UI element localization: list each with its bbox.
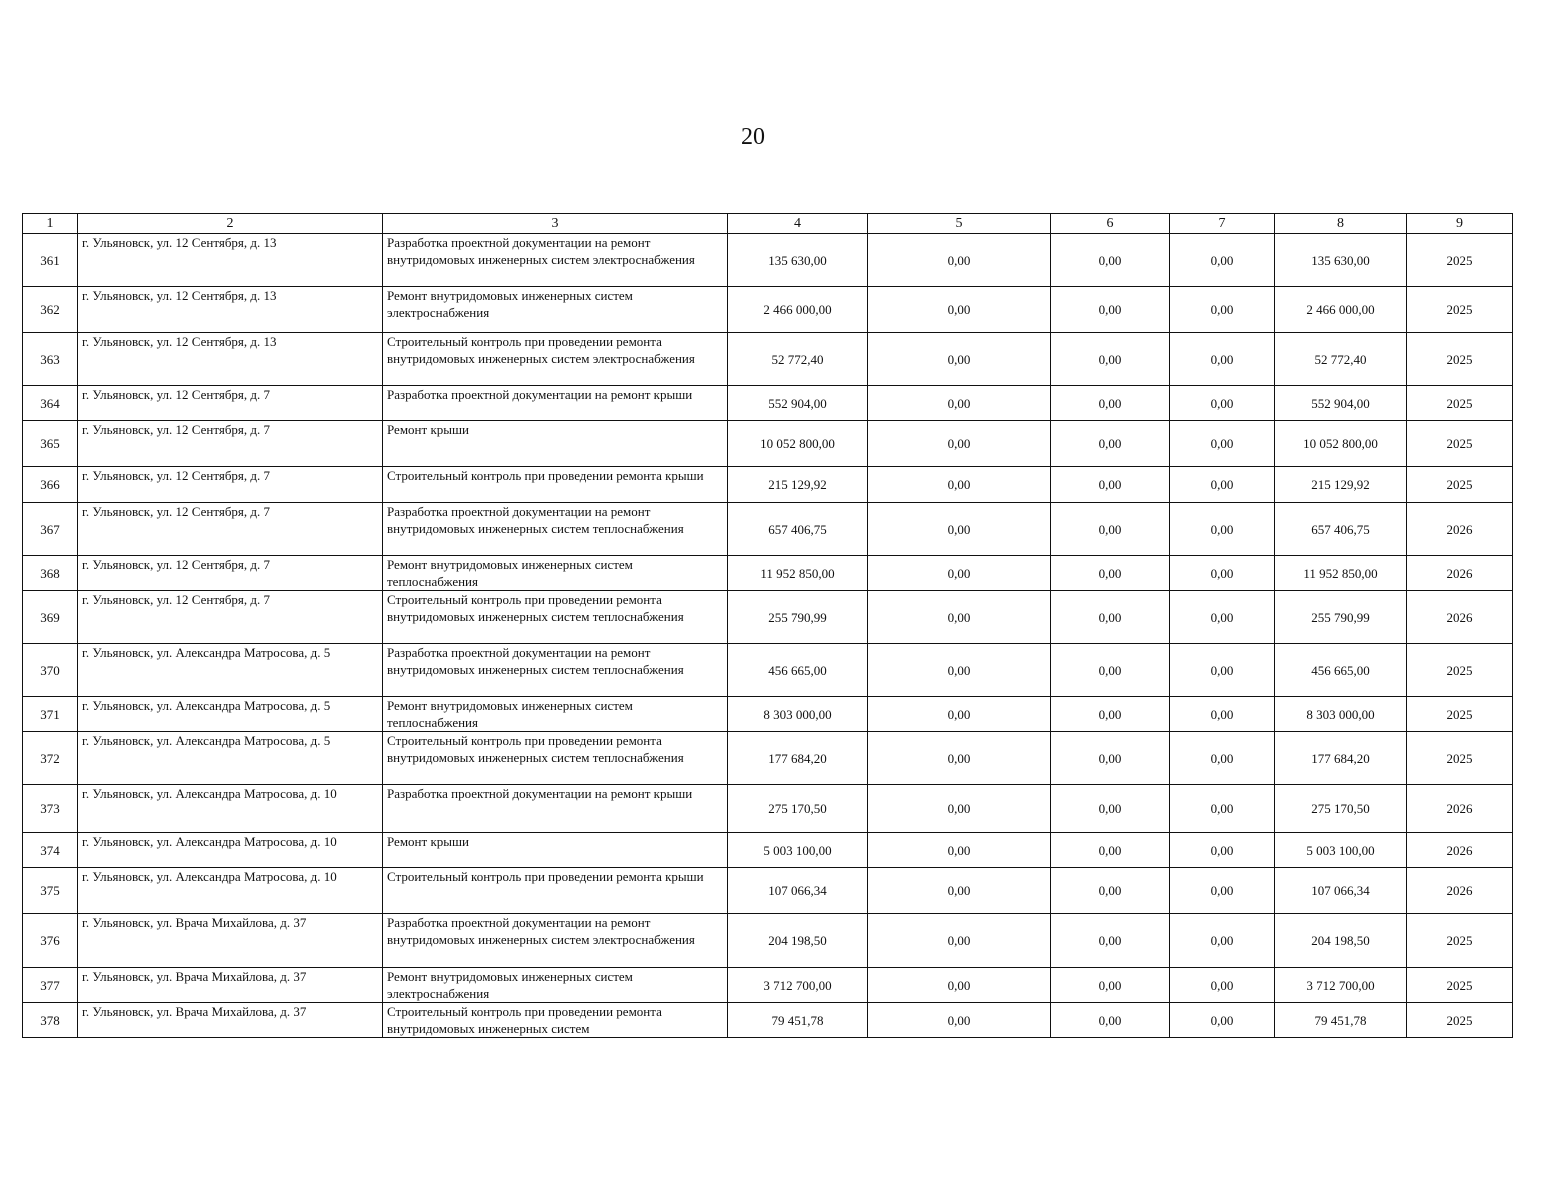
- col6-cell: 0,00: [1051, 732, 1170, 785]
- col5-cell: 0,00: [868, 1003, 1051, 1038]
- col6-cell: 0,00: [1051, 234, 1170, 287]
- work-type-cell: Разработка проектной документации на ремонт внутридомовых инженерных систем электроснабжения: [383, 234, 728, 287]
- col8-cell: 275 170,50: [1275, 785, 1407, 833]
- col7-cell: 0,00: [1170, 591, 1275, 644]
- col8-cell: 3 712 700,00: [1275, 968, 1407, 1003]
- total-cost-cell: 3 712 700,00: [728, 968, 868, 1003]
- total-cost-cell: 8 303 000,00: [728, 697, 868, 732]
- col5-cell: 0,00: [868, 556, 1051, 591]
- col5-cell: 0,00: [868, 333, 1051, 386]
- col7-cell: 0,00: [1170, 697, 1275, 732]
- col8-cell: 135 630,00: [1275, 234, 1407, 287]
- year-cell: 2025: [1407, 732, 1513, 785]
- header-cell: 4: [728, 214, 868, 234]
- address-cell: г. Ульяновск, ул. Александра Матросова, д. 10: [78, 868, 383, 914]
- table-row: [23, 421, 1513, 467]
- header-cell: 8: [1275, 214, 1407, 234]
- total-cost-cell: 215 129,92: [728, 467, 868, 503]
- col6-cell: 0,00: [1051, 467, 1170, 503]
- year-cell: 2026: [1407, 591, 1513, 644]
- col6-cell: 0,00: [1051, 1003, 1170, 1038]
- col8-cell: 11 952 850,00: [1275, 556, 1407, 591]
- col8-cell: 177 684,20: [1275, 732, 1407, 785]
- col8-cell: 2 466 000,00: [1275, 287, 1407, 333]
- col6-cell: 0,00: [1051, 697, 1170, 732]
- row-number: 370: [23, 644, 78, 697]
- total-cost-cell: 11 952 850,00: [728, 556, 868, 591]
- work-type-cell: Строительный контроль при проведении ремонта внутридомовых инженерных систем теплоснабжения: [383, 591, 728, 644]
- header-cell: 9: [1407, 214, 1513, 234]
- header-cell: 3: [383, 214, 728, 234]
- year-cell: 2025: [1407, 234, 1513, 287]
- header-cell: 5: [868, 214, 1051, 234]
- row-number: 376: [23, 914, 78, 968]
- row-number: 363: [23, 333, 78, 386]
- col6-cell: 0,00: [1051, 556, 1170, 591]
- col5-cell: 0,00: [868, 234, 1051, 287]
- row-number: 369: [23, 591, 78, 644]
- row-number: 362: [23, 287, 78, 333]
- col6-cell: 0,00: [1051, 386, 1170, 421]
- work-type-cell: Ремонт крыши: [383, 421, 728, 467]
- address-cell: г. Ульяновск, ул. 12 Сентября, д. 13: [78, 287, 383, 333]
- work-type-cell: Разработка проектной документации на ремонт внутридомовых инженерных систем электроснабжения: [383, 914, 728, 968]
- row-number: 361: [23, 234, 78, 287]
- col7-cell: 0,00: [1170, 914, 1275, 968]
- table-row: [23, 287, 1513, 333]
- row-number: 377: [23, 968, 78, 1003]
- total-cost-cell: 52 772,40: [728, 333, 868, 386]
- total-cost-cell: 107 066,34: [728, 868, 868, 914]
- address-cell: г. Ульяновск, ул. Врача Михайлова, д. 37: [78, 914, 383, 968]
- col6-cell: 0,00: [1051, 968, 1170, 1003]
- col8-cell: 107 066,34: [1275, 868, 1407, 914]
- total-cost-cell: 79 451,78: [728, 1003, 868, 1038]
- work-type-cell: Разработка проектной документации на ремонт крыши: [383, 386, 728, 421]
- col7-cell: 0,00: [1170, 833, 1275, 868]
- col7-cell: 0,00: [1170, 386, 1275, 421]
- header-cell: 6: [1051, 214, 1170, 234]
- address-cell: г. Ульяновск, ул. Александра Матросова, д. 10: [78, 833, 383, 868]
- col5-cell: 0,00: [868, 386, 1051, 421]
- col8-cell: 456 665,00: [1275, 644, 1407, 697]
- year-cell: 2025: [1407, 644, 1513, 697]
- address-cell: г. Ульяновск, ул. 12 Сентября, д. 13: [78, 333, 383, 386]
- col6-cell: 0,00: [1051, 287, 1170, 333]
- table-row: [23, 914, 1513, 968]
- col7-cell: 0,00: [1170, 234, 1275, 287]
- header-row: [23, 214, 1513, 234]
- col8-cell: 10 052 800,00: [1275, 421, 1407, 467]
- col5-cell: 0,00: [868, 833, 1051, 868]
- row-number: 364: [23, 386, 78, 421]
- year-cell: 2026: [1407, 503, 1513, 556]
- row-number: 378: [23, 1003, 78, 1038]
- col8-cell: 8 303 000,00: [1275, 697, 1407, 732]
- col7-cell: 0,00: [1170, 644, 1275, 697]
- col5-cell: 0,00: [868, 644, 1051, 697]
- year-cell: 2025: [1407, 421, 1513, 467]
- col7-cell: 0,00: [1170, 421, 1275, 467]
- col6-cell: 0,00: [1051, 785, 1170, 833]
- header-cell: 1: [23, 214, 78, 234]
- col6-cell: 0,00: [1051, 644, 1170, 697]
- work-type-cell: Строительный контроль при проведении ремонта крыши: [383, 467, 728, 503]
- work-type-cell: Разработка проектной документации на ремонт внутридомовых инженерных систем теплоснабжения: [383, 503, 728, 556]
- col8-cell: 5 003 100,00: [1275, 833, 1407, 868]
- year-cell: 2025: [1407, 287, 1513, 333]
- col5-cell: 0,00: [868, 785, 1051, 833]
- row-number: 367: [23, 503, 78, 556]
- col5-cell: 0,00: [868, 868, 1051, 914]
- col7-cell: 0,00: [1170, 467, 1275, 503]
- work-type-cell: Ремонт внутридомовых инженерных систем теплоснабжения: [383, 556, 728, 591]
- year-cell: 2025: [1407, 914, 1513, 968]
- col7-cell: 0,00: [1170, 785, 1275, 833]
- total-cost-cell: 10 052 800,00: [728, 421, 868, 467]
- table-row: [23, 1003, 1513, 1038]
- year-cell: 2025: [1407, 386, 1513, 421]
- col8-cell: 204 198,50: [1275, 914, 1407, 968]
- table-row: [23, 868, 1513, 914]
- col5-cell: 0,00: [868, 914, 1051, 968]
- col6-cell: 0,00: [1051, 833, 1170, 868]
- total-cost-cell: 657 406,75: [728, 503, 868, 556]
- col6-cell: 0,00: [1051, 333, 1170, 386]
- address-cell: г. Ульяновск, ул. Александра Матросова, д. 5: [78, 732, 383, 785]
- row-number: 371: [23, 697, 78, 732]
- col5-cell: 0,00: [868, 591, 1051, 644]
- col7-cell: 0,00: [1170, 333, 1275, 386]
- address-cell: г. Ульяновск, ул. Врача Михайлова, д. 37: [78, 1003, 383, 1038]
- col5-cell: 0,00: [868, 503, 1051, 556]
- table-row: [23, 644, 1513, 697]
- col7-cell: 0,00: [1170, 287, 1275, 333]
- total-cost-cell: 204 198,50: [728, 914, 868, 968]
- year-cell: 2025: [1407, 697, 1513, 732]
- col6-cell: 0,00: [1051, 421, 1170, 467]
- col7-cell: 0,00: [1170, 1003, 1275, 1038]
- total-cost-cell: 255 790,99: [728, 591, 868, 644]
- col6-cell: 0,00: [1051, 591, 1170, 644]
- year-cell: 2026: [1407, 868, 1513, 914]
- work-type-cell: Разработка проектной документации на ремонт внутридомовых инженерных систем теплоснабжения: [383, 644, 728, 697]
- row-number: 365: [23, 421, 78, 467]
- work-type-cell: Ремонт внутридомовых инженерных систем теплоснабжения: [383, 697, 728, 732]
- address-cell: г. Ульяновск, ул. 12 Сентября, д. 7: [78, 467, 383, 503]
- row-number: 368: [23, 556, 78, 591]
- row-number: 372: [23, 732, 78, 785]
- year-cell: 2025: [1407, 968, 1513, 1003]
- total-cost-cell: 2 466 000,00: [728, 287, 868, 333]
- address-cell: г. Ульяновск, ул. Врача Михайлова, д. 37: [78, 968, 383, 1003]
- col5-cell: 0,00: [868, 287, 1051, 333]
- program-table: [22, 213, 1513, 1038]
- table-row: [23, 556, 1513, 591]
- table-row: [23, 697, 1513, 732]
- col5-cell: 0,00: [868, 467, 1051, 503]
- year-cell: 2025: [1407, 1003, 1513, 1038]
- table-row: [23, 732, 1513, 785]
- address-cell: г. Ульяновск, ул. 12 Сентября, д. 13: [78, 234, 383, 287]
- address-cell: г. Ульяновск, ул. 12 Сентября, д. 7: [78, 503, 383, 556]
- col8-cell: 215 129,92: [1275, 467, 1407, 503]
- col6-cell: 0,00: [1051, 868, 1170, 914]
- total-cost-cell: 456 665,00: [728, 644, 868, 697]
- table-row: [23, 968, 1513, 1003]
- col7-cell: 0,00: [1170, 868, 1275, 914]
- work-type-cell: Строительный контроль при проведении ремонта крыши: [383, 868, 728, 914]
- work-type-cell: Ремонт крыши: [383, 833, 728, 868]
- table-row: [23, 785, 1513, 833]
- year-cell: 2026: [1407, 833, 1513, 868]
- year-cell: 2025: [1407, 333, 1513, 386]
- table-row: [23, 467, 1513, 503]
- header-cell: 7: [1170, 214, 1275, 234]
- table-row: [23, 591, 1513, 644]
- table-row: [23, 503, 1513, 556]
- row-number: 373: [23, 785, 78, 833]
- year-cell: 2026: [1407, 556, 1513, 591]
- work-type-cell: Ремонт внутридомовых инженерных систем электроснабжения: [383, 287, 728, 333]
- address-cell: г. Ульяновск, ул. Александра Матросова, д. 10: [78, 785, 383, 833]
- col5-cell: 0,00: [868, 421, 1051, 467]
- address-cell: г. Ульяновск, ул. 12 Сентября, д. 7: [78, 556, 383, 591]
- col7-cell: 0,00: [1170, 556, 1275, 591]
- address-cell: г. Ульяновск, ул. Александра Матросова, д. 5: [78, 644, 383, 697]
- col8-cell: 52 772,40: [1275, 333, 1407, 386]
- col5-cell: 0,00: [868, 732, 1051, 785]
- col7-cell: 0,00: [1170, 732, 1275, 785]
- col5-cell: 0,00: [868, 697, 1051, 732]
- total-cost-cell: 275 170,50: [728, 785, 868, 833]
- work-type-cell: Строительный контроль при проведении ремонта внутридомовых инженерных систем: [383, 1003, 728, 1038]
- year-cell: 2025: [1407, 467, 1513, 503]
- table-row: [23, 333, 1513, 386]
- work-type-cell: Строительный контроль при проведении ремонта внутридомовых инженерных систем теплоснабжения: [383, 732, 728, 785]
- col8-cell: 255 790,99: [1275, 591, 1407, 644]
- total-cost-cell: 135 630,00: [728, 234, 868, 287]
- col8-cell: 79 451,78: [1275, 1003, 1407, 1038]
- col7-cell: 0,00: [1170, 503, 1275, 556]
- col8-cell: 552 904,00: [1275, 386, 1407, 421]
- table-row: [23, 833, 1513, 868]
- work-type-cell: Ремонт внутридомовых инженерных систем электроснабжения: [383, 968, 728, 1003]
- row-number: 374: [23, 833, 78, 868]
- address-cell: г. Ульяновск, ул. 12 Сентября, д. 7: [78, 421, 383, 467]
- table-row: [23, 234, 1513, 287]
- col5-cell: 0,00: [868, 968, 1051, 1003]
- page-number: 20: [741, 124, 765, 150]
- row-number: 366: [23, 467, 78, 503]
- address-cell: г. Ульяновск, ул. 12 Сентября, д. 7: [78, 591, 383, 644]
- work-type-cell: Разработка проектной документации на ремонт крыши: [383, 785, 728, 833]
- table-row: [23, 386, 1513, 421]
- col8-cell: 657 406,75: [1275, 503, 1407, 556]
- total-cost-cell: 552 904,00: [728, 386, 868, 421]
- col6-cell: 0,00: [1051, 503, 1170, 556]
- address-cell: г. Ульяновск, ул. 12 Сентября, д. 7: [78, 386, 383, 421]
- header-cell: 2: [78, 214, 383, 234]
- col6-cell: 0,00: [1051, 914, 1170, 968]
- total-cost-cell: 5 003 100,00: [728, 833, 868, 868]
- work-type-cell: Строительный контроль при проведении ремонта внутридомовых инженерных систем электроснабжения: [383, 333, 728, 386]
- address-cell: г. Ульяновск, ул. Александра Матросова, д. 5: [78, 697, 383, 732]
- row-number: 375: [23, 868, 78, 914]
- col7-cell: 0,00: [1170, 968, 1275, 1003]
- total-cost-cell: 177 684,20: [728, 732, 868, 785]
- year-cell: 2026: [1407, 785, 1513, 833]
